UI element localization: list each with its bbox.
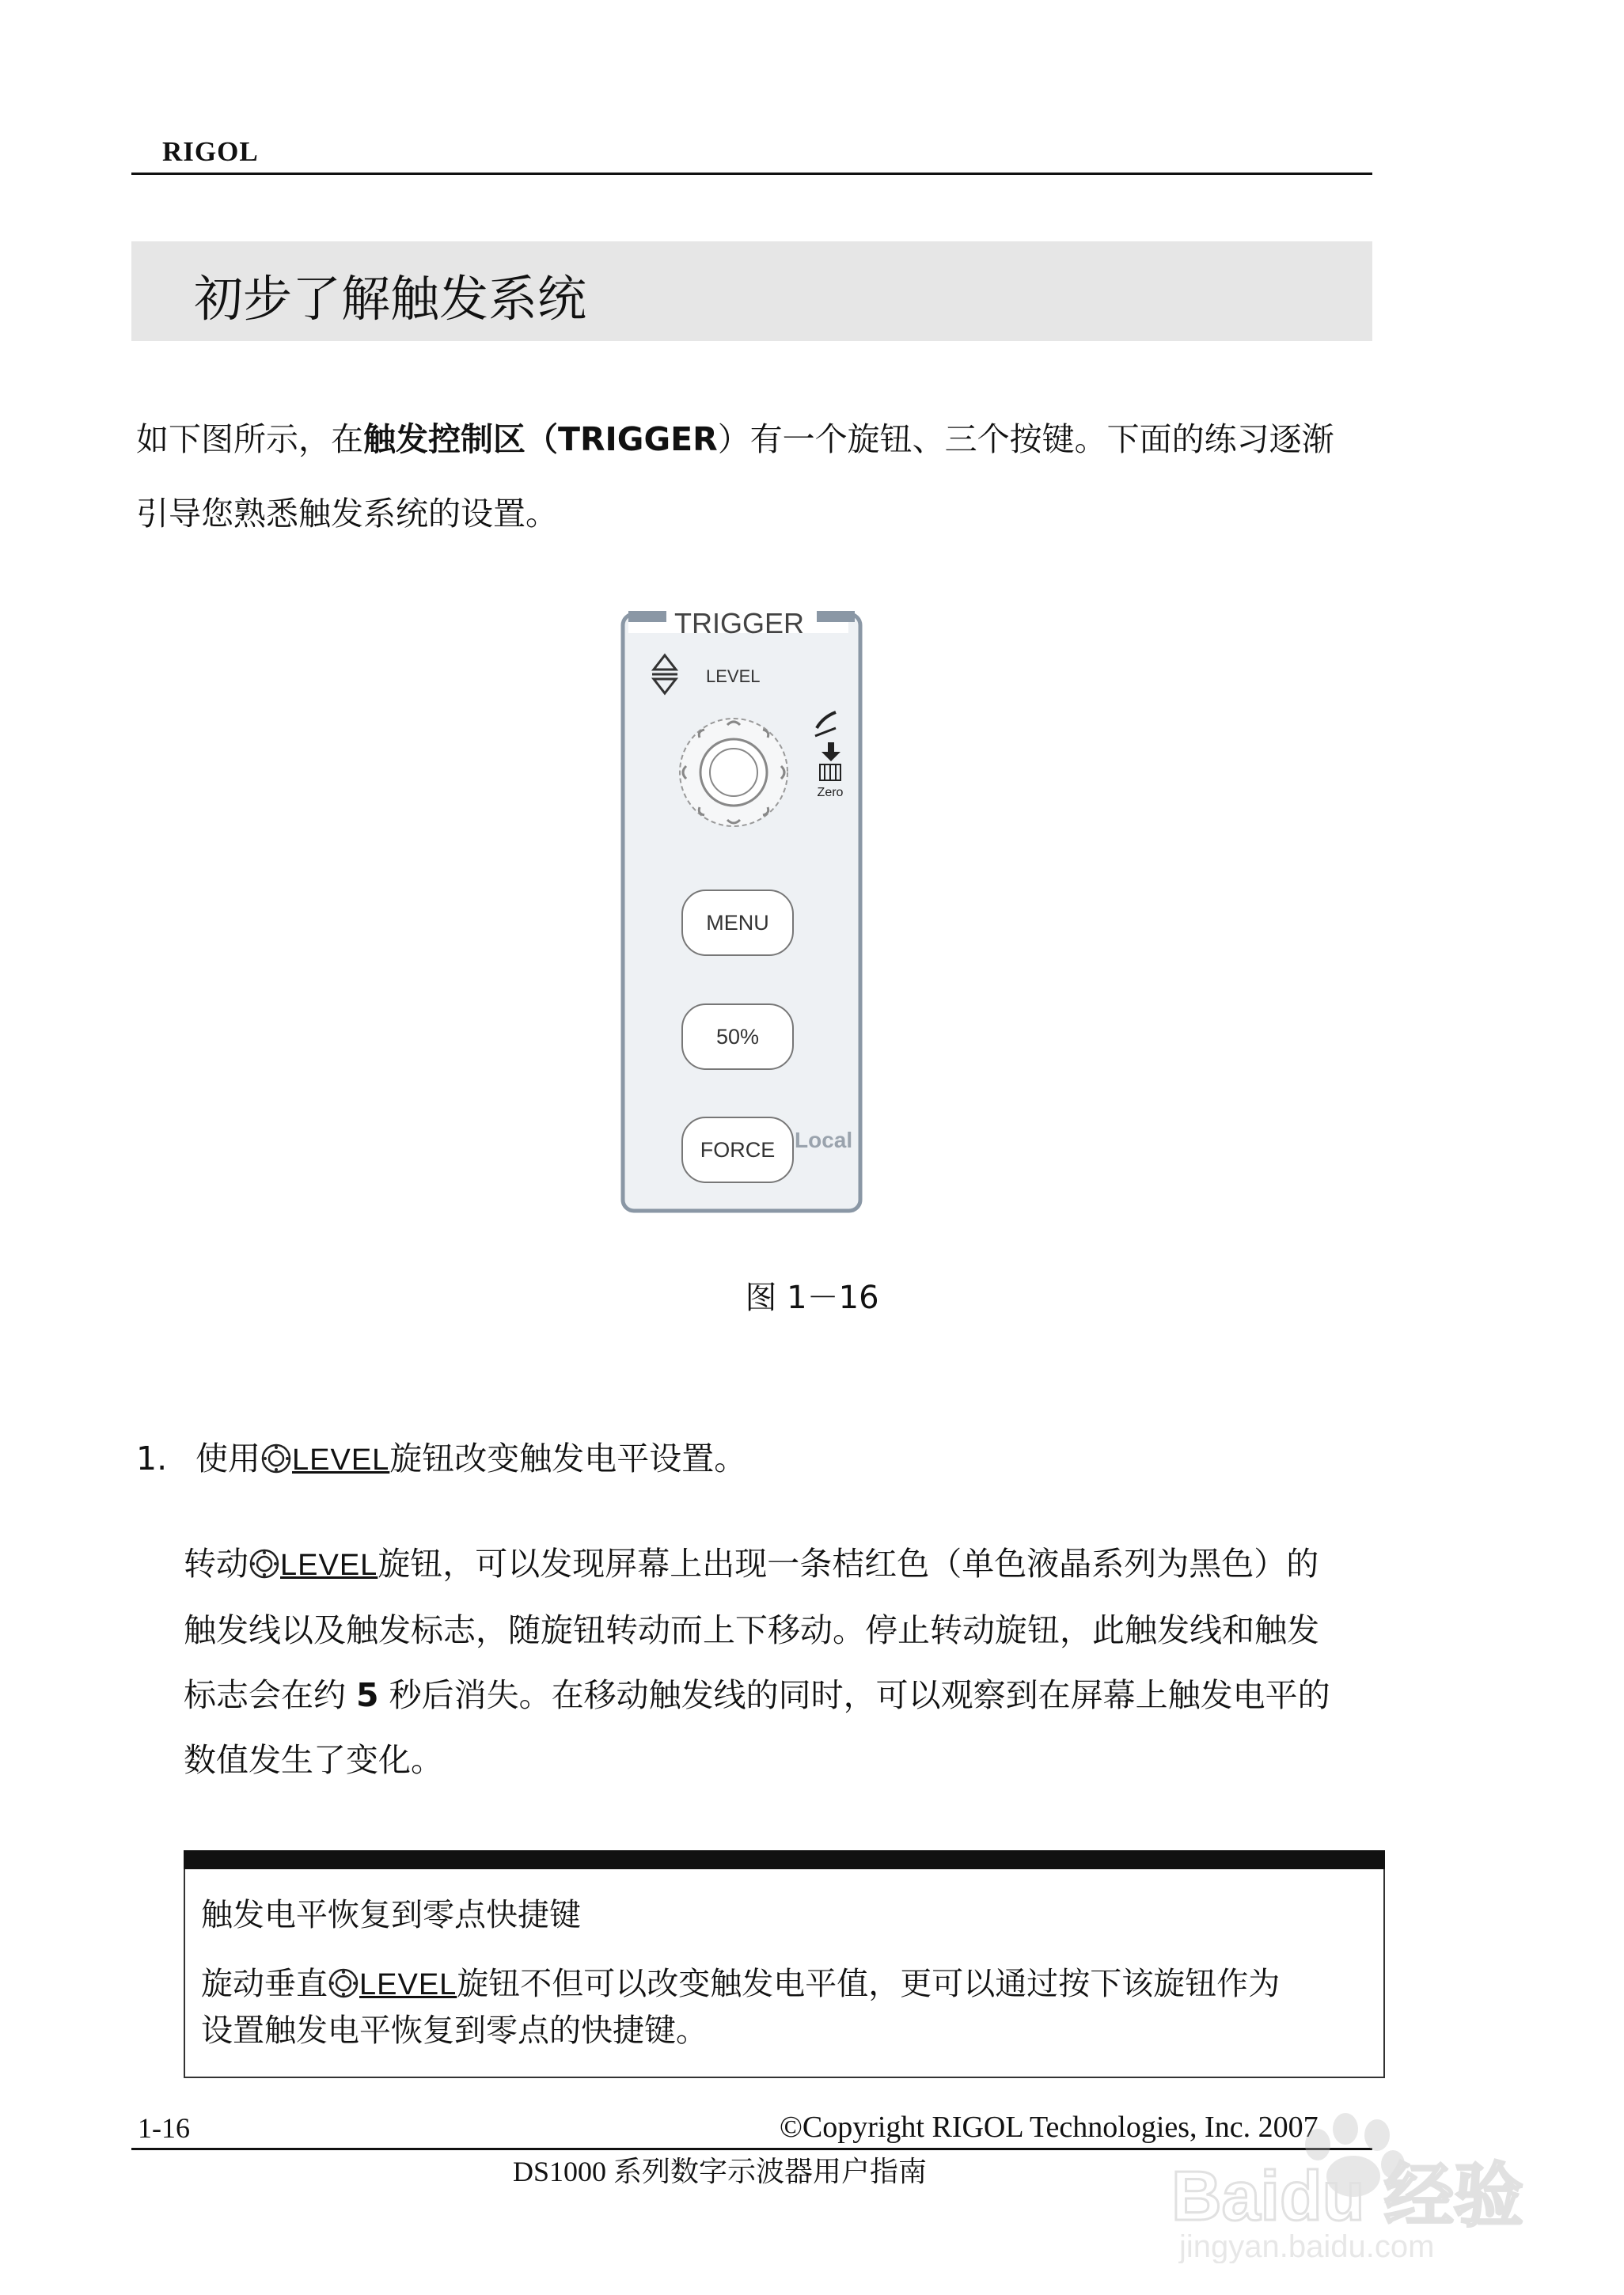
- level-word: LEVEL: [292, 1443, 390, 1477]
- tip-line-2: 设置触发电平恢复到零点的快捷键。: [201, 2012, 708, 2049]
- intro-paragraph: [136, 402, 1371, 551]
- fifty-percent-label: 50%: [715, 1025, 760, 1049]
- intro-trigger: TRIGGER: [558, 420, 718, 458]
- force-button[interactable]: [682, 1117, 793, 1182]
- tip-header-bar: [184, 1850, 1385, 1869]
- brand-header: RIGOL: [162, 136, 259, 167]
- figure-caption: 图 1－16: [745, 1280, 879, 1316]
- panel-title: TRIGGER: [674, 609, 805, 639]
- watermark-url: jingyan.baidu.com: [1179, 2229, 1435, 2263]
- knob-icon: [249, 1548, 280, 1580]
- level-word: LEVEL: [359, 1968, 457, 2001]
- menu-button-label: MENU: [706, 911, 769, 935]
- trigger-panel: [620, 609, 863, 1214]
- knob-icon: [260, 1443, 292, 1474]
- body-line-3a: 标志会在约: [184, 1676, 357, 1714]
- body-line-3b: 5: [356, 1676, 379, 1714]
- tip-title: 触发电平恢复到零点快捷键: [201, 1897, 581, 1933]
- force-button-label: FORCE: [700, 1138, 776, 1162]
- step-1-body: [184, 1531, 1371, 1792]
- tip-body: [201, 1961, 1372, 2054]
- copyright: ©Copyright RIGOL Technologies, Inc. 2007: [780, 2111, 1319, 2144]
- header-rule: [131, 173, 1372, 175]
- level-word: LEVEL: [280, 1549, 378, 1582]
- knob-icon: [328, 1967, 359, 1999]
- local-label: Local: [795, 1128, 853, 1152]
- step-post: 旋钮改变触发电平设置。: [389, 1440, 747, 1478]
- page-number: 1-16: [138, 2112, 190, 2144]
- baidu-watermark: [1155, 2089, 1567, 2263]
- intro-line-2: 引导您熟悉触发系统的设置。: [136, 495, 558, 533]
- zero-label: Zero: [817, 786, 844, 799]
- intro-bold: 触发控制区（: [363, 420, 558, 458]
- body-line-4: 数值发生了变化。: [184, 1741, 443, 1779]
- body-line-2: 触发线以及触发标志，随旋钮转动而上下移动。停止转动旋钮，此触发线和触发: [184, 1611, 1319, 1649]
- level-label: LEVEL: [706, 666, 761, 686]
- body-line-3c: 秒后消失。在移动触发线的同时，可以观察到在屏幕上触发电平的: [378, 1676, 1330, 1714]
- step-number: 1.: [136, 1440, 168, 1478]
- tip-line-1: 旋钮不但可以改变触发电平值，更可以通过按下该旋钮作为: [457, 1966, 1281, 2002]
- fifty-percent-button[interactable]: [682, 1004, 793, 1069]
- intro-text: 如下图所示，在: [136, 420, 363, 458]
- intro-text-2: ）有一个旋钮、三个按键。下面的练习逐渐: [717, 420, 1334, 458]
- tip-pre: 旋动垂直: [201, 1966, 328, 2002]
- body-pre: 转动: [184, 1545, 249, 1583]
- menu-button[interactable]: [682, 890, 793, 955]
- step-pre: 使用: [195, 1440, 260, 1478]
- step-1: [136, 1432, 746, 1479]
- level-knob[interactable]: [680, 719, 787, 826]
- manual-title: DS1000 系列数字示波器用户指南: [513, 2156, 928, 2187]
- section-title: 初步了解触发系统: [194, 270, 587, 328]
- body-line-1: 旋钮，可以发现屏幕上出现一条桔红色（单色液晶系列为黑色）的: [378, 1545, 1319, 1583]
- watermark-brand: Baidu 经验: [1171, 2157, 1523, 2235]
